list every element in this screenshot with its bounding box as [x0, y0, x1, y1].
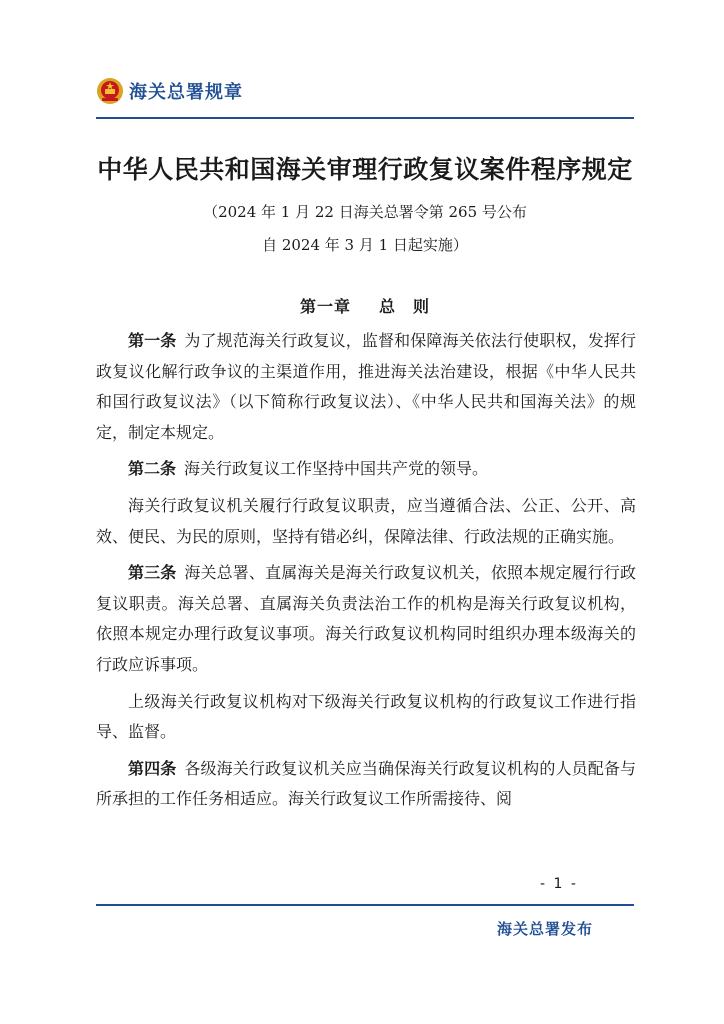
- document-title: 中华人民共和国海关审理行政复议案件程序规定: [97, 155, 633, 184]
- footer-divider: [96, 904, 634, 906]
- page-number: - 1 -: [540, 876, 578, 892]
- paragraph: [96, 558, 636, 680]
- header-divider: [96, 117, 634, 119]
- paragraph: [96, 326, 636, 448]
- promulgation-line-1: （2024 年 1 月 22 日海关总署令第 265 号公布: [203, 203, 527, 221]
- chapter-heading: [96, 294, 634, 317]
- page-header: [96, 74, 243, 108]
- article-number: 第三条: [128, 563, 177, 583]
- promulgation-info: [100, 196, 630, 262]
- paragraph-text: 海关行政复议工作坚持中国共产党的领导。: [184, 459, 489, 479]
- paragraph: [96, 454, 636, 485]
- paragraph: [96, 754, 636, 815]
- paragraph: [96, 687, 636, 748]
- national-emblem-icon: [96, 77, 124, 105]
- article-number: 第一条: [128, 331, 177, 350]
- promulgation-line-2: 自 2024 年 3 月 1 日起实施）: [262, 236, 468, 254]
- paragraph-text: 海关总署、直属海关是海关行政复议机关，依照本规定履行行政复议职责。海关总署、直属海关负责法治工作的机构是海关行政复议机构，依照本规定办理行政复议事项。海关行政复议机构同时组织办理本级海关的行政应诉事项。: [96, 563, 636, 674]
- document-body: [96, 326, 636, 821]
- chapter-name: 总 则: [379, 297, 431, 316]
- paragraph-text: 上级海关行政复议机构对下级海关行政复议机构的行政复议工作进行指导、监督。: [96, 691, 636, 742]
- paragraph-text: 各级海关行政复议机关应当确保海关行政复议机构的人员配备与所承担的工作任务相适应。海关行政复议工作所需接待、阅: [96, 758, 636, 809]
- chapter-number: 第一章: [299, 297, 351, 316]
- article-number: 第二条: [128, 459, 177, 479]
- paragraph: [96, 491, 636, 552]
- footer-publisher: 海关总署发布: [497, 920, 594, 938]
- article-number: 第四条: [128, 758, 177, 778]
- paragraph-text: 海关行政复议机关履行行政复议职责，应当遵循合法、公正、公开、高效、便民、为民的原则，坚持有错必纠，保障法律、行政法规的正确实施。: [96, 495, 636, 546]
- header-title: 海关总署规章: [129, 82, 243, 103]
- paragraph-text: 为了规范海关行政复议，监督和保障海关依法行使职权，发挥行政复议化解行政争议的主渠道作用，推进海关法治建设，根据《中华人民共和国行政复议法》（以下简称行政复议法）、《中华人民共和国海关法》的规定，制定本规定。: [96, 331, 636, 442]
